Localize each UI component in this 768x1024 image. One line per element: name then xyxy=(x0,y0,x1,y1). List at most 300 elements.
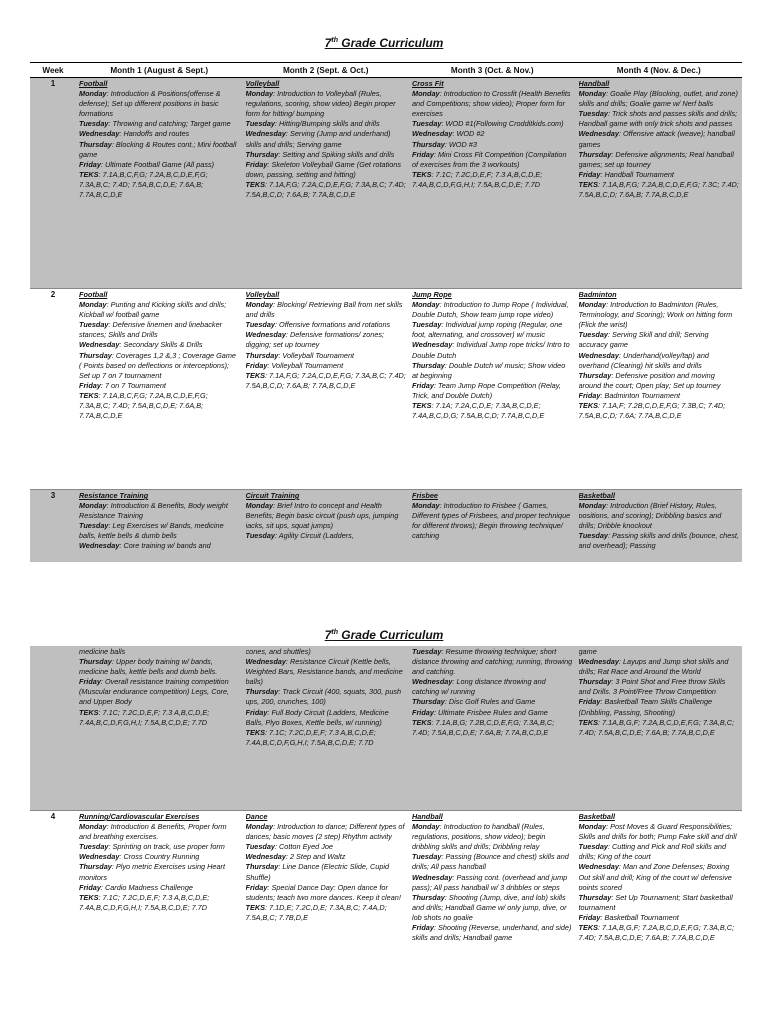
unit-title: Circuit Training xyxy=(245,491,300,500)
day-label: TEKS xyxy=(412,717,432,727)
day-entry xyxy=(412,361,573,381)
day-entry xyxy=(246,903,407,923)
day-label: Monday xyxy=(245,89,274,99)
day-label: Monday xyxy=(578,822,607,832)
day-label: Thursday xyxy=(578,149,612,159)
day-label: Monday xyxy=(79,822,107,832)
day-text: : Upper body training w/ bands, medicine balls, kettle bells and dumb bells. xyxy=(79,657,218,677)
unit-cell xyxy=(576,78,743,289)
day-entry xyxy=(79,501,240,521)
day-label: Tuesday xyxy=(578,109,608,119)
day-entry xyxy=(579,501,740,531)
day-entry xyxy=(246,129,407,149)
curriculum-table-continued xyxy=(30,646,742,1021)
day-text: : 7.1C; 7.2C,D,E,F; 7.3 A,B,C,D,E; 7.4A,B,C,D,F,G,H,I; 7.5A,B,C,D,E; 7.7D xyxy=(79,892,210,912)
day-label: Wednesday xyxy=(79,852,120,862)
week-number: 4 xyxy=(30,811,76,1022)
day-label: Monday xyxy=(412,300,440,310)
day-text: : Passing (Bounce and chest) skills and drills; All pass handball xyxy=(412,852,569,872)
day-label: Friday xyxy=(245,882,268,892)
day-text: : Shooting (Reverse, underhand, and side) skills and drills; Handball game xyxy=(412,923,572,943)
day-entry xyxy=(79,862,240,882)
day-text: : Basketball Tournament xyxy=(600,912,679,922)
day-text: : 7.1A,B,C,F,G; 7.2A,B,C,D,E,F,G; 7.3A,B,C; 7.4D; 7.5A,B,C,D,E; 7.6A,B; 7.7A,B,C,D,E xyxy=(79,390,208,421)
day-entry xyxy=(412,708,573,718)
day-entry xyxy=(246,728,407,748)
day-entry xyxy=(579,893,740,913)
curriculum-table xyxy=(30,62,742,562)
week-row xyxy=(30,646,742,811)
unit-cell xyxy=(76,811,243,1022)
day-text: : Introduction & Benefits, Proper form and breathing exercises. xyxy=(79,822,227,842)
day-label: Friday xyxy=(578,390,601,400)
day-label: Thursday xyxy=(412,697,445,707)
day-entry xyxy=(246,657,407,687)
unit-title: Football xyxy=(79,290,108,299)
day-label: TEKS xyxy=(578,717,598,727)
day-entry xyxy=(79,340,240,350)
day-label: Friday xyxy=(79,380,101,390)
day-text: : Introduction to Crossfit (Health Benefits and Competitions; show video); Proper form for exercises xyxy=(412,89,571,119)
day-text: : Man and Zone Defenses; Boxing Out skill and drill; King of the court w/ defensive points scored xyxy=(578,862,732,892)
day-text: : Introduction to Badminton (Rules, Terminology, and Scoring); Work on hitting form (Flick the wrist) xyxy=(578,300,733,330)
day-label: Wednesday xyxy=(245,129,286,139)
unit-cell xyxy=(243,490,410,563)
day-text: : Volleyball Tournament xyxy=(267,360,344,370)
unit-cell xyxy=(409,490,576,563)
day-text: : Hitting/Bumping skills and drills xyxy=(274,119,380,129)
day-text: : Introduction to handball (Rules, regulations, positions, show video); begin dribbling skills and drills; Dribbling relay xyxy=(412,822,546,852)
day-text: : Goalie Play (Blocking, outlet, and zone) skills and drills; Goalie game w/ Nerf balls xyxy=(578,89,738,109)
day-text: : Handoffs and routes xyxy=(119,129,190,139)
day-text: : Introduction to dance; Different types of dances; basic moves (2 step) Rhythm activity xyxy=(245,822,405,842)
day-label: Friday xyxy=(412,707,434,717)
day-text: : Full Body Circuit (Ladders, Medicine Balls, Plyo Boxes, Kettle bells, w/ running) xyxy=(245,707,389,727)
unit-title: Resistance Training xyxy=(79,491,149,500)
day-text: : 7.1C; 7.2C,D,E,F; 7.3 A,B,C,D,E; 7.4A,B,C,D,F,G,H,I; 7.5A,B,C,D,E; 7.7D xyxy=(79,707,210,727)
unit-title: Jump Rope xyxy=(412,290,452,299)
day-label: Tuesday xyxy=(412,119,442,129)
day-text: : Defensive linemen and linebacker stances; Skills and Drills xyxy=(79,320,223,340)
day-text: : 2 Step and Waltz xyxy=(285,852,346,862)
day-label: Tuesday xyxy=(79,842,109,852)
unit-title: Volleyball xyxy=(245,290,280,299)
day-label: Thursday xyxy=(412,892,445,902)
day-text: : Double Dutch w/ music; Show video at beginning xyxy=(412,360,566,380)
day-text: : Passing skills and drills (bounce, chest, and overhead); Passing xyxy=(578,531,739,551)
day-text: : Post Moves & Guard Responsibilities; Skills and drills for both; Pump Fake skill and drill xyxy=(578,822,737,842)
day-label: Friday xyxy=(578,169,601,179)
day-label: Friday xyxy=(245,360,268,370)
day-entry xyxy=(246,647,407,657)
day-label: Friday xyxy=(412,380,434,390)
header-month-2: Month 2 (Sept. & Oct.) xyxy=(243,63,410,78)
day-label: Wednesday xyxy=(412,129,453,139)
day-label: TEKS xyxy=(245,179,265,189)
day-label: Tuesday xyxy=(412,852,442,862)
day-entry xyxy=(246,862,407,882)
day-entry xyxy=(579,180,740,200)
day-label: TEKS xyxy=(79,892,99,902)
day-label: Monday xyxy=(79,501,107,511)
day-entry xyxy=(579,300,740,330)
day-label: Monday xyxy=(412,822,440,832)
day-label: Thursday xyxy=(245,149,279,159)
day-label: Wednesday xyxy=(578,657,619,667)
day-entry xyxy=(79,140,240,160)
day-entry xyxy=(246,351,407,361)
day-label: Thursday xyxy=(578,677,612,687)
day-entry xyxy=(579,842,740,862)
day-text: : Layups and Jump shot skills and drills; Rat Race and Around the World xyxy=(578,657,729,677)
day-entry xyxy=(412,852,573,872)
week-number: 2 xyxy=(30,289,76,490)
day-text: : Special Dance Day: Open dance for students; teach two more dances. Keep it clean! xyxy=(245,882,401,902)
day-entry xyxy=(246,300,407,320)
day-text: : Set Up Tournament; Start basketball tournament xyxy=(578,892,733,912)
day-label: Wednesday xyxy=(412,677,453,687)
unit-title: Cross Fit xyxy=(412,79,444,88)
day-entry xyxy=(412,501,573,541)
week-number xyxy=(30,646,76,811)
week-row xyxy=(30,289,742,490)
day-entry xyxy=(79,160,240,170)
day-text: : 7.1D,E; 7.2C,D,E; 7.3A,B,C; 7.4A,D; 7.5A,B,C; 7.7B,D,E xyxy=(245,902,387,922)
day-text: : Leg Exercises w/ Bands, medicine balls, kettle bells & dumb bells xyxy=(79,521,224,541)
day-label: Tuesday xyxy=(245,119,275,129)
day-label: Friday xyxy=(412,923,434,933)
day-text: : Trick shots and passes skills and drills; Handball game with only trick shots and passes xyxy=(578,109,738,129)
day-entry xyxy=(579,330,740,350)
day-text: : 7.1A,F; 7.2B,C,D,E,F,G; 7.3B,C; 7.4D; 7.5A,B,C,D; 7.6A; 7.7A,B,C,D,E xyxy=(578,401,726,421)
day-entry xyxy=(246,330,407,350)
day-label: Monday xyxy=(79,89,107,99)
day-label: Thursday xyxy=(412,360,445,370)
unit-title: Badminton xyxy=(578,290,617,299)
day-text: : Throwing and catching; Target game xyxy=(108,119,231,129)
day-text: : Handball Tournament xyxy=(600,169,674,179)
unit-cell xyxy=(409,646,576,811)
day-label: Friday xyxy=(245,159,268,169)
unit-cell xyxy=(576,811,743,1022)
unit-cell xyxy=(409,811,576,1022)
day-text: game xyxy=(578,647,597,656)
header-week: Week xyxy=(30,63,76,78)
header-month-1: Month 1 (August & Sept.) xyxy=(76,63,243,78)
day-text: : Core training w/ bands and xyxy=(119,541,211,551)
day-text: : Defensive alignments; Real handball games; set up tourney xyxy=(578,149,734,169)
day-entry xyxy=(412,718,573,738)
day-text: : 7.1A,B,F,G; 7.2A,B,C,D,E,F,G; 7.3C; 7.4D; 7.5A,B,C,D; 7.6A,B; 7.7A,B,C,D,E xyxy=(578,179,739,200)
unit-cell xyxy=(243,78,410,289)
day-label: Friday xyxy=(79,882,101,892)
day-entry xyxy=(412,893,573,923)
day-label: Thursday xyxy=(245,687,279,697)
day-entry xyxy=(79,300,240,320)
day-entry xyxy=(246,89,407,119)
day-label: Tuesday xyxy=(412,647,442,656)
day-entry xyxy=(246,822,407,842)
day-entry xyxy=(579,657,740,677)
day-text: : Offensive formations and rotations xyxy=(274,320,391,330)
unit-title: Volleyball xyxy=(245,79,280,88)
day-label: TEKS xyxy=(79,169,99,179)
unit-cell xyxy=(76,78,243,289)
day-text: : Volleyball Tournament xyxy=(278,350,355,360)
day-entry xyxy=(79,320,240,340)
day-text: : Shooting (Jump, dive, and lob) skills and drills; Handball Game w/ only jump, dive, or lob shots no goalie xyxy=(412,892,567,922)
day-entry xyxy=(246,708,407,728)
day-text: : Introduction & Benefits, Body weight Resistance Training xyxy=(79,501,228,521)
day-label: TEKS xyxy=(245,727,265,737)
week-row xyxy=(30,490,742,563)
day-entry xyxy=(412,401,573,421)
unit-title: Handball xyxy=(578,79,610,88)
day-text: : 7.1A; 7.2A,C,D,E; 7.3A,B,C,D,E; 7.4A,B,C,D,G; 7.5A,B,C,D; 7.7A,B,C,D,E xyxy=(412,401,545,421)
day-entry xyxy=(579,401,740,421)
day-entry xyxy=(79,351,240,381)
day-label: Wednesday xyxy=(578,350,619,360)
unit-cell xyxy=(243,289,410,490)
day-entry xyxy=(79,883,240,893)
day-label: Friday xyxy=(578,697,601,707)
day-label: Wednesday xyxy=(412,340,453,350)
day-text: : Introduction (Brief History, Rules, positions, and scoring); Dribbling basics and drills; Dribble knockout xyxy=(578,501,722,531)
day-text: : Sprinting on track, use proper form xyxy=(108,842,225,852)
day-text: : 7 on 7 Tournament xyxy=(100,380,166,390)
day-entry xyxy=(412,340,573,360)
day-text: : 3 Point Shot and Free throw Skills and Drills. 3 Point/Free Throw Competition xyxy=(578,677,726,697)
day-text: : Brief Intro to concept and Health Benefits; Begin basic circuit (push ups, jumping jacks, sit ups, squat jumps) xyxy=(245,501,399,531)
day-entry xyxy=(579,109,740,129)
day-label: Thursday xyxy=(245,862,279,872)
day-entry xyxy=(246,531,407,541)
day-label: Tuesday xyxy=(245,842,275,852)
day-entry xyxy=(412,923,573,943)
day-entry xyxy=(246,842,407,852)
week-number: 3 xyxy=(30,490,76,563)
day-label: Thursday xyxy=(79,350,112,360)
page-title: 7th Grade Curriculum xyxy=(324,36,444,50)
header-month-3: Month 3 (Oct. & Nov.) xyxy=(409,63,576,78)
day-entry xyxy=(579,129,740,149)
day-label: Monday xyxy=(578,300,607,310)
day-label: Monday xyxy=(578,501,607,511)
day-label: TEKS xyxy=(79,390,99,400)
day-label: Wednesday xyxy=(412,872,453,882)
day-entry xyxy=(412,873,573,893)
day-entry xyxy=(79,541,240,551)
day-entry xyxy=(412,381,573,401)
day-text: : Underhand(volley/tap) and overhand (Clearing) hit skills and drills xyxy=(578,350,709,370)
day-label: TEKS xyxy=(79,707,99,717)
day-text: : 7.1A,B,G; 7.2B,C,D,E,F,G; 7.3A,B,C; 7.4D; 7.5A,B,C,D,E; 7.6A,B; 7.7A,B,C,D,E xyxy=(412,717,555,737)
week-row xyxy=(30,811,742,1022)
unit-title: Running/Cardiovascular Exercises xyxy=(79,812,200,821)
day-entry xyxy=(579,89,740,109)
day-entry xyxy=(246,180,407,200)
day-label: TEKS xyxy=(245,902,265,912)
day-entry xyxy=(79,842,240,852)
day-label: Tuesday xyxy=(79,320,109,330)
day-entry xyxy=(79,852,240,862)
day-label: Tuesday xyxy=(245,320,275,330)
day-label: TEKS xyxy=(578,401,598,411)
day-entry xyxy=(579,531,740,551)
day-text: : Blocking & Routes cont.; Mini football game xyxy=(79,139,237,159)
day-entry xyxy=(79,170,240,200)
day-text: : Line Dance (Electric Slide, Cupid Shuffle) xyxy=(245,862,390,882)
day-text: : Secondary Skills & Drills xyxy=(119,340,203,350)
day-entry xyxy=(79,657,240,677)
day-label: Thursday xyxy=(79,657,112,667)
day-entry xyxy=(579,677,740,697)
day-text: : Coverages 1,2 &,3 ; Coverage Game ( Points based on deflections or interceptions); Set up 7 on 7 tournament xyxy=(79,350,236,380)
day-entry xyxy=(579,150,740,170)
day-text: : Skeleton Volleyball Game (Get rotations down, passing, setting and hitting) xyxy=(245,159,401,179)
day-text: : Overall resistance training competition (Muscular endurance competition) Legs, Core, and Upper Body xyxy=(79,677,230,707)
day-label: Wednesday xyxy=(79,129,120,139)
day-entry xyxy=(579,913,740,923)
unit-cell xyxy=(243,646,410,811)
day-label: TEKS xyxy=(245,370,265,380)
unit-cell xyxy=(409,78,576,289)
day-label: TEKS xyxy=(578,923,598,933)
unit-cell xyxy=(76,646,243,811)
unit-title: Handball xyxy=(412,812,443,821)
day-label: Tuesday xyxy=(578,330,608,340)
day-text: : Badminton Tournament xyxy=(600,390,681,400)
unit-cell xyxy=(243,811,410,1022)
day-entry xyxy=(412,89,573,119)
day-text: : Individual jump roping (Regular, one foot, alternating, and crossover) w/ music xyxy=(412,320,563,340)
unit-title: Frisbee xyxy=(412,491,438,500)
day-label: Wednesday xyxy=(79,541,120,551)
day-label: Wednesday xyxy=(578,862,619,872)
day-entry xyxy=(79,647,240,657)
day-entry xyxy=(246,501,407,531)
day-label: TEKS xyxy=(412,401,432,411)
day-text: : 7.1C; 7.2C,D,E,F; 7.3 A,B,C,D,E; 7.4A,B,C,D,F,G,H,I; 7.5A,B,C,D,E; 7.7D xyxy=(245,727,376,747)
header-row xyxy=(30,63,742,78)
day-label: Monday xyxy=(245,300,274,310)
day-text: : Cotton Eyed Joe xyxy=(274,842,333,852)
day-entry xyxy=(579,391,740,401)
day-text: : Resume throwing technique; short distance throwing and catching; running, throwing and catching. xyxy=(412,647,573,677)
day-text: : Defensive position and moving around the court; Open play; Set up tourney xyxy=(578,370,721,390)
day-label: Thursday xyxy=(412,139,445,149)
unit-cell xyxy=(576,646,743,811)
day-entry xyxy=(412,129,573,139)
day-label: Thursday xyxy=(578,892,612,902)
day-text: : Setting and Spiking skills and drills xyxy=(278,149,395,159)
unit-cell xyxy=(576,490,743,563)
day-entry xyxy=(579,923,740,943)
day-label: Wednesday xyxy=(245,852,286,862)
day-entry xyxy=(412,822,573,852)
unit-cell xyxy=(576,289,743,490)
day-text: cones, and shuttles) xyxy=(245,647,311,656)
day-entry xyxy=(412,119,573,129)
day-text: : Cutting and Pick and Roll skills and drills; King of the court xyxy=(578,842,727,862)
day-entry xyxy=(579,647,740,657)
day-text: : Punting and Kicking skills and drills; Kickball w/ football game xyxy=(79,300,227,320)
day-label: Tuesday xyxy=(578,842,608,852)
day-entry xyxy=(579,170,740,180)
day-label: Friday xyxy=(79,677,101,687)
day-label: Thursday xyxy=(79,139,112,149)
day-text: : Mini Cross Fit Competition (Compilation of exercises from the 3 workouts) xyxy=(412,149,567,169)
day-entry xyxy=(579,862,740,892)
day-text: : 7.1A,B,G,F; 7.2A,B,C,D,E,F,G; 7.3A,B,C; 7.4D; 7.5A,B,C,D,E; 7.6A,B; 7.7A,B,C,D,E xyxy=(578,717,735,737)
day-label: TEKS xyxy=(412,169,432,179)
day-label: Friday xyxy=(245,707,268,717)
day-entry xyxy=(246,883,407,903)
day-text: : Introduction to Frisbee ( Games, Different types of Frisbees, and proper technique for different throws); Begin throwing technique/ catching xyxy=(412,501,571,541)
day-label: Tuesday xyxy=(578,531,608,541)
day-entry xyxy=(79,893,240,913)
week-row xyxy=(30,78,742,289)
day-text: : 7.1A,B,G,F; 7.2A,B,C,D,E,F,G; 7.3A,B,C; 7.4D; 7.5A,B,C,D,E; 7.6A,B; 7.7A,B,C,D,E xyxy=(578,923,735,943)
day-entry xyxy=(246,361,407,371)
day-text: : 7.1A,F,G; 7.2A,C,D,E,F,G; 7.3A,B,C; 7.4D; 7.5A,B,C,D; 7.6A,B; 7.7A,B,C,D,E xyxy=(245,370,406,390)
day-entry xyxy=(412,697,573,707)
day-text: medicine balls xyxy=(79,647,126,656)
day-entry xyxy=(246,371,407,391)
day-label: Tuesday xyxy=(79,119,109,129)
day-entry xyxy=(79,822,240,842)
day-text: : Plyo metric Exercises using Heart monitors xyxy=(79,862,225,882)
day-text: : Introduction & Positions(offense & defense); Set up different positions in basic formations xyxy=(79,89,221,119)
day-text: : Defensive formations/ zones; digging; set up tourney xyxy=(245,330,385,350)
day-text: : Ultimate Frisbee Rules and Game xyxy=(433,707,548,717)
day-label: Wednesday xyxy=(245,330,286,340)
day-entry xyxy=(412,150,573,170)
day-text: : 7.1A,F,G; 7.2A,C,D,E,F,G; 7.3A,B,C; 7.4D; 7.5A,B,C,D; 7.6A,B; 7.7A,B,C,D,E xyxy=(245,179,406,200)
day-label: Monday xyxy=(412,501,440,511)
day-label: Tuesday xyxy=(79,521,109,531)
day-entry xyxy=(246,160,407,180)
day-text: : Team Jump Rope Competition (Relay, Trick, and Double Dutch) xyxy=(412,380,561,400)
day-text: : Disc Golf Rules and Game xyxy=(444,697,536,707)
day-entry xyxy=(579,371,740,391)
unit-title: Football xyxy=(79,79,108,88)
day-label: Thursday xyxy=(245,350,279,360)
page-title: 7th Grade Curriculum xyxy=(324,628,444,642)
day-label: Thursday xyxy=(79,862,112,872)
day-entry xyxy=(79,677,240,707)
day-entry xyxy=(579,697,740,717)
day-entry xyxy=(79,521,240,541)
day-label: Monday xyxy=(578,89,607,99)
unit-title: Dance xyxy=(245,812,268,821)
day-text: : Track Circuit (400, squats, 300, push ups, 200, crunches, 100) xyxy=(245,687,402,707)
day-label: Thursday xyxy=(578,370,612,380)
day-entry xyxy=(79,381,240,391)
day-text: : Ultimate Football Game (All pass) xyxy=(100,159,215,169)
day-entry xyxy=(246,320,407,330)
day-entry xyxy=(579,351,740,371)
day-text: : Serving Skill and drill; Serving accuracy game xyxy=(578,330,709,350)
day-text: : 7.1A,B,C,F,G; 7.2A,B,C,D,E,F,G; 7.3A,B,C; 7.4D; 7.5A,B,C,D,E; 7.6A,B; 7.7A,B,C,D,E xyxy=(79,169,208,200)
day-label: TEKS xyxy=(578,179,598,189)
day-text: : WOD #1(Following Crodditkids.com) xyxy=(441,119,564,129)
day-label: Friday xyxy=(578,912,601,922)
unit-cell xyxy=(76,289,243,490)
day-entry xyxy=(79,119,240,129)
day-text: : Individual Jump rope tricks/ Intro to Double Dutch xyxy=(412,340,570,360)
day-text: : Introduction to Volleyball (Rules, regulations, scoring, show video) Begin proper form for hitting/ bumping xyxy=(245,89,396,119)
